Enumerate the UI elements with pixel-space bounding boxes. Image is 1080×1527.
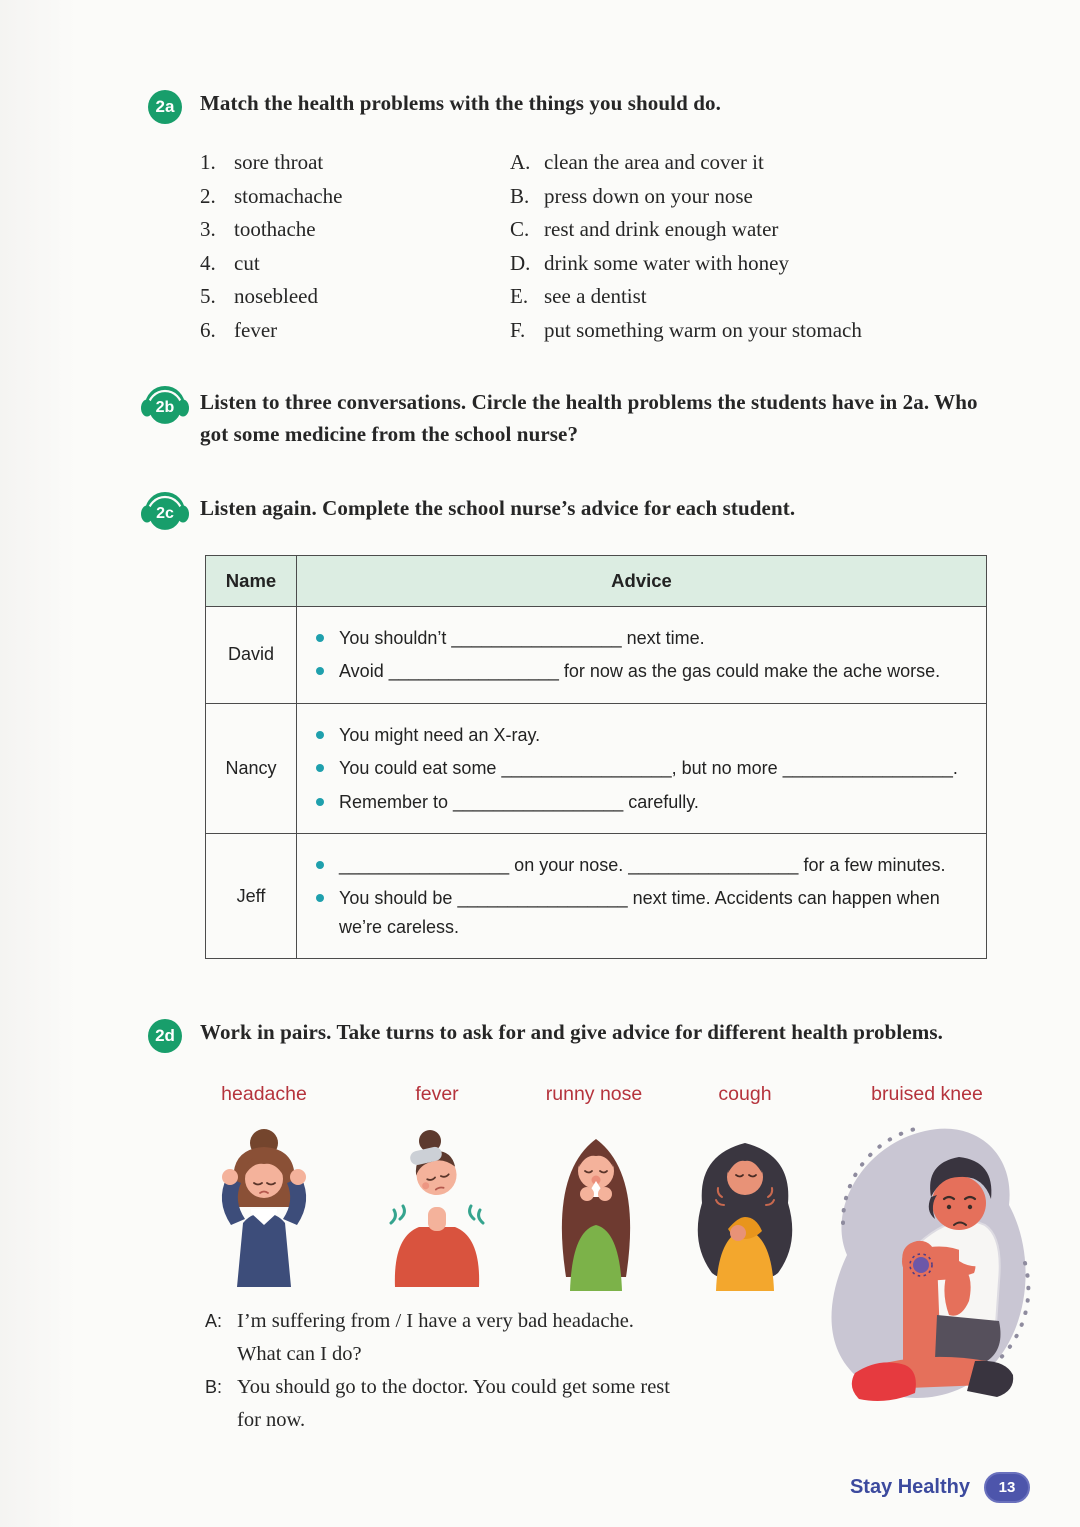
advice-line: Avoid _________________ for now as the gas could make the ache worse. <box>303 657 960 685</box>
column-header-advice: Advice <box>297 555 987 606</box>
speaker-label: B: <box>205 1376 223 1397</box>
health-problems-gallery <box>148 1053 1020 1445</box>
table-row <box>206 703 987 833</box>
example-dialogue <box>205 1305 830 1436</box>
advice-line: _________________ on your nose. _________________ for a few minutes. <box>303 851 960 879</box>
page-number-badge: 13 <box>984 1472 1030 1503</box>
girl-headache-illustration <box>199 1125 329 1287</box>
unit-title: Stay Healthy <box>849 1476 970 1498</box>
table-header-row <box>206 555 987 606</box>
list-item: 2. stomachache <box>200 183 343 208</box>
advice-line: You could eat some _________________, but no more _________________. <box>303 754 960 782</box>
section-2c-header <box>148 493 1020 535</box>
list-item: 1. sore throat <box>200 150 324 174</box>
student-name: David <box>206 606 297 703</box>
match-exercise <box>200 146 1020 347</box>
section-2b-title: Listen to three conversations. Circle the health problems the students have in 2a. Who got some medicine from the school nurse? <box>200 390 978 446</box>
advice-line: Remember to _________________ carefully. <box>303 788 960 816</box>
list-item: A. clean the area and cover it <box>510 150 764 174</box>
section-2c-title: Listen again. Complete the school nurse’s advice for each student. <box>200 495 796 520</box>
table-row <box>206 834 987 959</box>
section-2c-badge: 2c <box>138 487 192 535</box>
section-2d-header <box>148 1017 1020 1053</box>
health-label: runny nose <box>545 1083 643 1106</box>
table-row <box>206 606 987 703</box>
girl-cough-illustration <box>680 1121 810 1291</box>
section-2a-header <box>148 88 1020 124</box>
health-label: cough <box>718 1083 772 1106</box>
page-footer <box>0 1472 1080 1503</box>
girl-runny-nose-illustration <box>536 1119 656 1291</box>
list-item: F. put something warm on your stomach <box>510 317 862 342</box>
boy-bruised-knee-illustration <box>807 1113 1047 1413</box>
list-item: 3. toothache <box>200 217 316 241</box>
advice-list <box>303 624 960 686</box>
list-item: C. rest and drink enough water <box>510 217 779 241</box>
list-item: 6. fever <box>200 317 278 342</box>
list-item: 5. nosebleed <box>200 284 318 308</box>
list-item: D. drink some water with honey <box>510 250 789 275</box>
nurse-advice-table <box>205 555 987 960</box>
dialogue-line-a: A: I’m suffering from / I have a very bad headache. What can I do? <box>205 1305 830 1371</box>
dialogue-line-b: B: You should go to the doctor. You could get some rest for now. <box>205 1371 830 1437</box>
person-fever-illustration <box>367 1125 507 1287</box>
section-2d-badge: 2d <box>148 1019 182 1053</box>
section-2b-header <box>148 387 1020 451</box>
section-2a-title: Match the health problems with the things you should do. <box>200 91 721 115</box>
health-label: fever <box>415 1083 459 1106</box>
advice-list <box>303 851 960 941</box>
speaker-label: A: <box>205 1311 223 1332</box>
health-label: bruised knee <box>871 1083 983 1106</box>
health-label: headache <box>221 1083 307 1106</box>
list-item: 4. cut <box>200 250 260 275</box>
column-header-name: Name <box>206 555 297 606</box>
list-item: B. press down on your nose <box>510 183 753 208</box>
section-2d-title: Work in pairs. Take turns to ask for and give advice for different health problems. <box>200 1020 943 1045</box>
student-name: Jeff <box>206 834 297 959</box>
health-problems-list <box>200 146 510 347</box>
advice-options-list <box>510 146 862 347</box>
advice-line: You shouldn’t _________________ next time. <box>303 624 960 652</box>
list-item: E. see a dentist <box>510 284 647 308</box>
advice-line: You should be _________________ next time. Accidents can happen when we’re careless. <box>303 884 960 941</box>
student-name: Nancy <box>206 703 297 833</box>
section-2b-badge: 2b <box>138 381 192 429</box>
advice-list <box>303 721 960 816</box>
section-2a-badge: 2a <box>148 90 182 124</box>
advice-line: You might need an X-ray. <box>303 721 960 749</box>
